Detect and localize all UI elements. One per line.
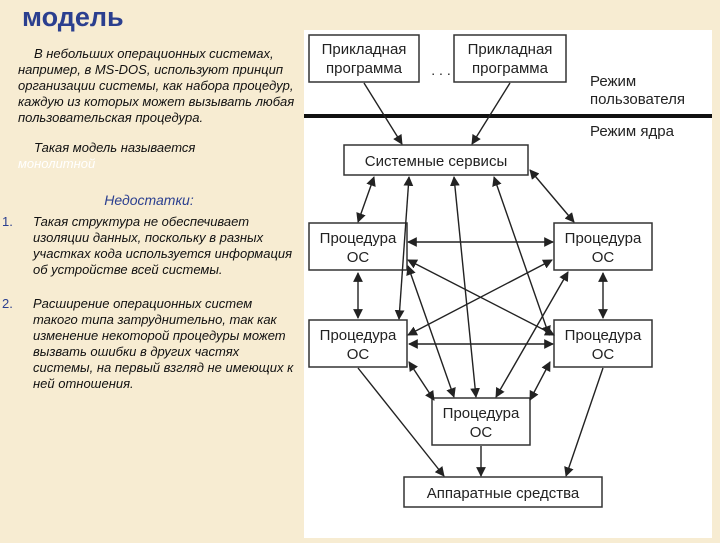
arrow [566, 368, 603, 476]
ellipsis: . . . [431, 62, 451, 78]
arrow [494, 177, 549, 335]
procedure-label-bottom-2: ОС [469, 424, 493, 441]
intro-text: В небольших операционных системах, например, в MS-DOS, используют принцип организации системы, как набора процедур, каждую из которых может вызывать любая пользовательская процедура. [18, 46, 295, 125]
user-mode-label-1: Режим [590, 73, 637, 90]
arrow [530, 362, 550, 400]
model-sentence: Такая модель называется [34, 140, 196, 155]
drawbacks-heading: Недостатки: [104, 192, 194, 208]
app-box-1-line2: программа [326, 60, 402, 77]
user-mode-label-2: пользователя [590, 91, 685, 108]
hardware-label: Аппаратные средства [426, 485, 580, 502]
slide-title: модель [22, 2, 124, 32]
arrow [358, 177, 374, 222]
procedure-label-bottom-1: Процедура [442, 405, 520, 422]
arrow [409, 362, 434, 400]
drawback-number: 1. [2, 214, 13, 229]
model-name: монолитной [18, 156, 96, 171]
procedure-label-top-left-2: ОС [346, 249, 370, 266]
procedure-label-top-left-1: Процедура [319, 230, 397, 247]
procedure-label-mid-left-2: ОС [346, 346, 370, 363]
app-box-2-line1: Прикладная [467, 41, 553, 58]
drawback-number: 2. [2, 296, 13, 311]
procedure-label-mid-right-2: ОС [591, 346, 615, 363]
text-column [0, 46, 298, 392]
procedure-label-top-right-1: Процедура [564, 230, 642, 247]
arrow [364, 83, 402, 144]
procedure-label-mid-right-1: Процедура [564, 327, 642, 344]
app-box-2-line2: программа [472, 60, 548, 77]
drawback-text: Расширение операционных систем такого типа затруднительно, так как изменение некоторой процедуры может вызвать ошибки в других частях системы, на первый взгляд не имеющих к ней отношения. [33, 296, 294, 391]
arrow [472, 83, 510, 144]
kernel-mode-label: Режим ядра [590, 123, 674, 140]
drawback-text: Такая структура не обеспечивает изоляции данных, поскольку в разных участках кода используется информация об устройстве всей системы. [33, 214, 293, 277]
procedure-label-mid-left-1: Процедура [319, 327, 397, 344]
model-name-line [0, 156, 298, 172]
app-box-1-line1: Прикладная [321, 41, 407, 58]
drawbacks-list [0, 214, 298, 392]
intro-paragraph [0, 46, 298, 126]
diagram-svg [304, 30, 712, 538]
arrow [454, 177, 476, 397]
system-services-label: Системные сервисы [364, 153, 508, 170]
procedure-label-top-right-2: ОС [591, 249, 615, 266]
model-paragraph [0, 140, 298, 156]
drawback-item [0, 296, 298, 392]
monolithic-diagram [304, 30, 712, 538]
arrow [358, 368, 444, 476]
arrow [530, 170, 574, 222]
drawback-item [0, 214, 298, 278]
